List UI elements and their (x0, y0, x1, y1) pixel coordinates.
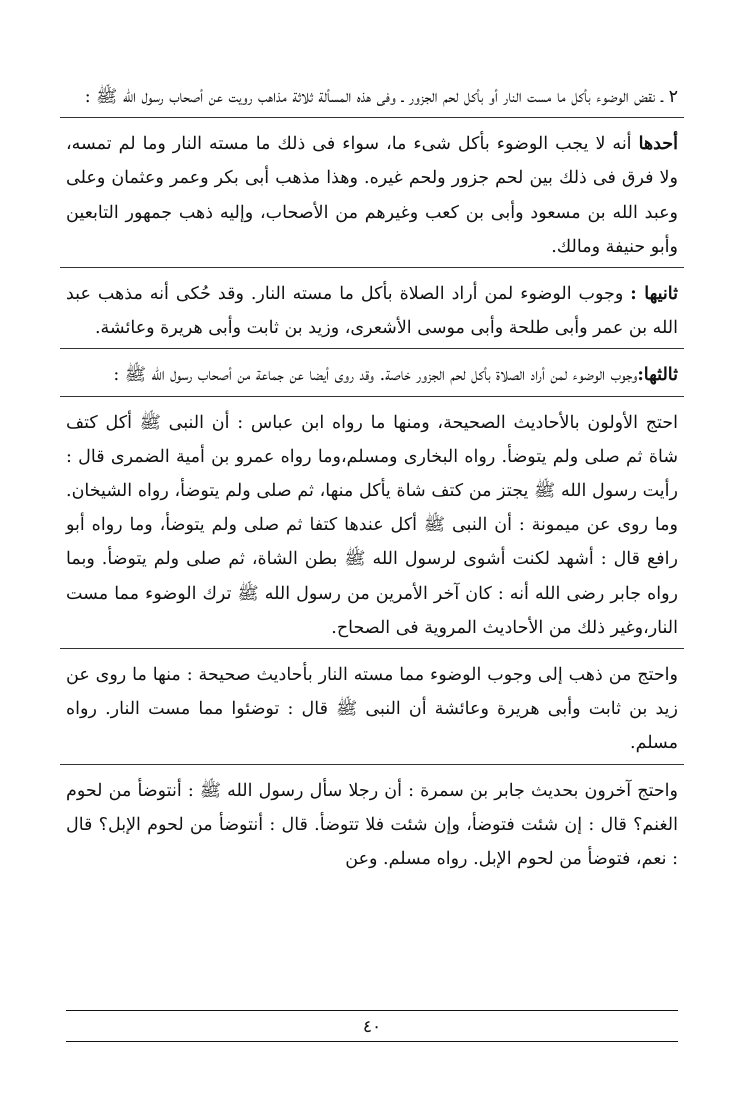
paragraph-body: وجوب الوضوء لمن أراد الصلاة بأكل ما مسته النار. وقد حُكى أنه مذهب عبد الله بن عمر وأبى طلحة وأبى موسى الأشعرى، وزيد بن ثابت وأبى هريرة وعائشة. (66, 284, 678, 339)
paragraph-separator (60, 648, 684, 649)
page-footer (66, 1010, 678, 1042)
page-number: ٤٠ (362, 1017, 382, 1037)
paragraph-2 (66, 127, 678, 264)
paragraph-5 (66, 406, 678, 645)
paragraph-1 (66, 80, 678, 114)
paragraph-separator (60, 764, 684, 765)
paragraph-body: احتج الأولون بالأحاديث الصحيحة، ومنها ما رواه ابن عباس : أن النبى ﷺ أكل كتف شاة ثم صلى ولم يتوضأ. رواه البخارى ومسلم،وما رواه عمرو بن أمية الضمرى قال : رأيت رسول الله ﷺ يجتز من كتف شاة يأكل منها، ثم صلى ولم يتوضأ، رواه الشيخان. وما روى عن ميمونة : أن النبى ﷺ أكل عندها كتفا ثم صلى ولم يتوضأ، وما رواه أبو رافع قال : أشهد لكنت أشوى لرسول الله ﷺ بطن الشاة، ثم صلى ولم يتوضأ. وبما رواه جابر رضى الله أنه : كان آخر الأمرين من رسول الله ﷺ ترك الوضوء مما مست النار،وغير ذلك من الأحاديث المروية فى الصحاح. (66, 412, 678, 638)
paragraph-6 (66, 658, 678, 761)
paragraph-separator (60, 348, 684, 349)
paragraph-4 (66, 358, 678, 392)
paragraph-separator (60, 117, 684, 118)
paragraph-lead: أحدها (638, 134, 678, 155)
paragraph-body: ٢ ـ نقض الوضوء بأكل ما مست النار أو بأكل لحم الجزور ـ وفى هذه المسألة ثلاثة مذاهب رويت عن أصحاب رسول الله ﷺ : (84, 87, 678, 107)
page-text-block (66, 80, 678, 1000)
paragraph-separator (60, 396, 684, 397)
paragraph-7 (66, 774, 678, 877)
paragraph-separator (60, 267, 684, 268)
paragraph-body: واحتج من ذهب إلى وجوب الوضوء مما مسته النار بأحاديث صحيحة : منها ما روى عن زيد بن ثابت وأبى هريرة وعائشة أن النبى ﷺ قال : توضئوا مما مست النار. رواه مسلم. (66, 665, 678, 754)
paragraph-body: أنه لا يجب الوضوء بأكل شىء ما، سواء فى ذلك ما مسته النار وما لم تمسه، ولا فرق فى ذلك بين لحم جزور ولحم غيره. وهذا مذهب أبى بكر وعمر وعثمان وعلى وعبد الله بن مسعود وأبى بن كعب وغيرهم من الأصحاب، وإليه ذهب جمهور التابعين وأبو حنيفة ومالك. (66, 134, 678, 257)
paragraph-body: واحتج آخرون بحديث جابر بن سمرة : أن رجلا سأل رسول الله ﷺ : أنتوضأ من لحوم الغنم؟ قال : إن شئت فتوضأ، وإن شئت فلا تتوضأ. قال : أنتوضأ من لحوم الإبل؟ قال : نعم، فتوضأ من لحوم الإبل. رواه مسلم. وعن (66, 780, 678, 870)
paragraph-body: وجوب الوضوء لمن أراد الصلاة بأكل لحم الجزور خاصة. وقد روى أيضا عن جماعة من أصحاب رسول الله ﷺ : (113, 365, 638, 386)
paragraph-lead: ثانيها : (630, 284, 678, 305)
footer-rule-bottom (66, 1041, 678, 1042)
paragraph-lead: ثالثها: (637, 365, 678, 386)
footer-rule-top (66, 1010, 678, 1011)
paragraph-3 (66, 277, 678, 345)
